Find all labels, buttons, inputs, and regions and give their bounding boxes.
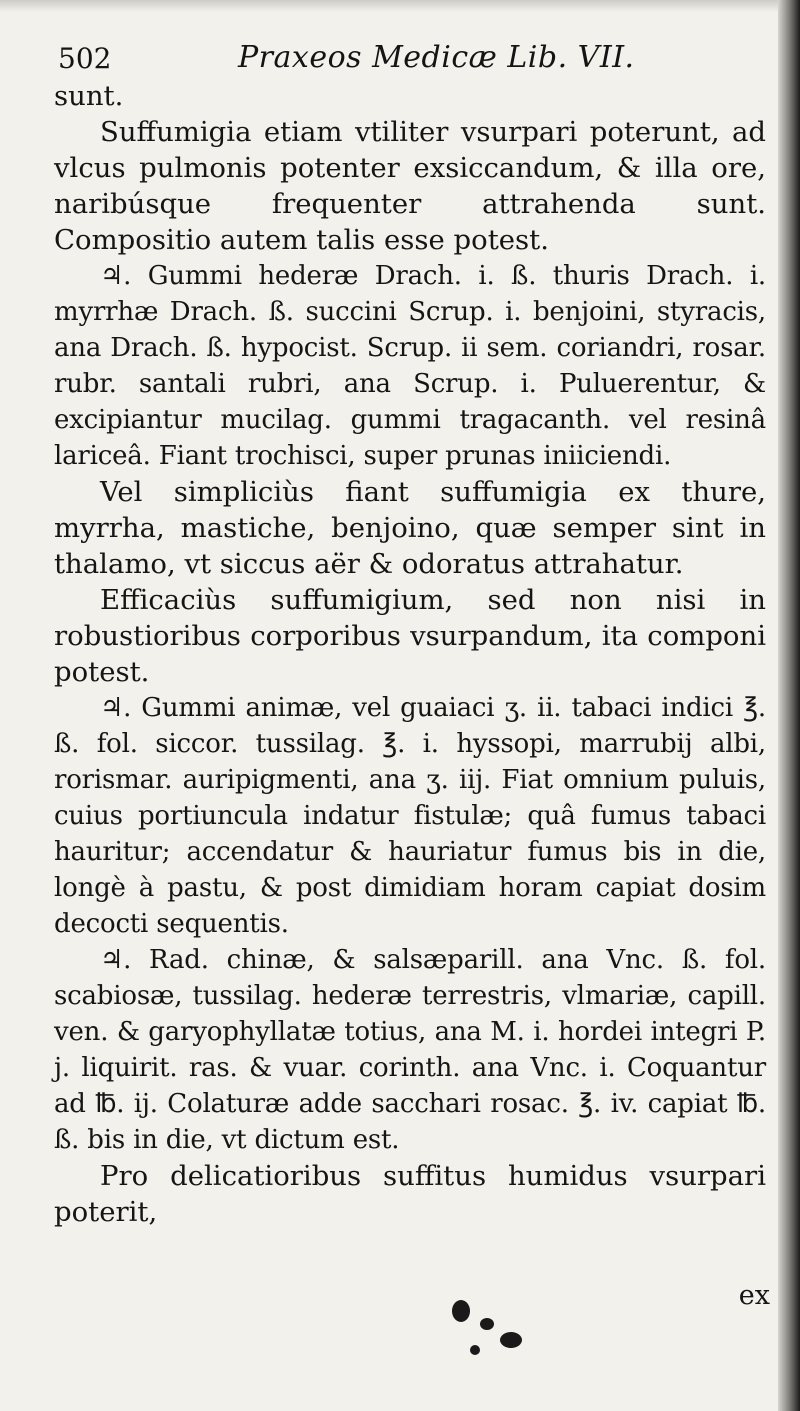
page-number: 502 <box>58 42 112 75</box>
recipe-3: ♃. Rad. chinæ, & salsæparill. ana Vnc. ß. fol. scabiosæ, tussilag. hederæ terrestris, vlmariæ, capill. ven. & garyophyllatæ totius, ana M. i. hordei integri P. j. liquirit. ras. & vuar. corinth. ana Vnc. i. Coquantur ad ℔. ij. Colaturæ adde sacchari rosac. ℥. iv. capiat ℔. ß. bis in die, vt dictum est. <box>54 945 766 1155</box>
ink-blot <box>452 1300 470 1322</box>
ink-blot <box>470 1345 480 1355</box>
recipe-2: ♃. Gummi animæ, vel guaiaci ʒ. ii. tabaci indici ℥. ß. fol. siccor. tussilag. ℥. i. hyssopi, marrubij albi, rorismar. auripigmenti, ana ʒ. iij. Fiat omnium puluis, cuius portiuncula indatur fistulæ; quâ fumus tabaci hauritur; accendatur & hauriatur fumus bis in die, longè à pastu, & post dimidiam horam capiat dosim decocti sequentis. <box>54 693 766 939</box>
paragraph-vel-simplicius: Vel simpliciùs fiant suffumigia ex thure, myrrha, mastiche, benjoino, quæ semper sint in thalamo, vt siccus aër & odoratus attrahatur. <box>54 476 766 580</box>
body-text <box>54 78 766 1230</box>
paragraph-efficacius: Efficaciùs suffumigium, sed non nisi in robustioribus corporibus vsurpandum, ita componi potest. <box>54 584 766 688</box>
ink-blot <box>480 1318 494 1330</box>
page-header <box>58 38 758 82</box>
page-top-shadow <box>0 0 800 12</box>
paragraph-suffumigia: Suffumigia etiam vtiliter vsurpari poterunt, ad vlcus pulmonis potenter exsiccandum, & illa ore, naribúsque frequenter attrahenda sunt. Compositio autem talis esse potest. <box>54 116 766 256</box>
paragraph-continuation: sunt. <box>54 80 124 112</box>
catchword: ex <box>738 1280 770 1311</box>
recipe-1: ♃. Gummi hederæ Drach. i. ß. thuris Drach. i. myrrhæ Drach. ß. succini Scrup. i. benjoini, styracis, ana Drach. ß. hypocist. Scrup. ii sem. coriandri, rosar. rubr. santali rubri, ana Scrup. i. Puluerentur, & excipiantur mucilag. gummi tragacanth. vel resinâ lariceâ. Fiant trochisci, super prunas iniiciendi. <box>54 261 766 471</box>
ink-blot <box>500 1332 522 1348</box>
running-title: Praxeos Medicæ Lib. VII. <box>238 40 635 75</box>
paragraph-pro-delicatioribus: Pro delicatioribus suffitus humidus vsurpari poterit, <box>54 1160 766 1228</box>
binding-edge <box>778 0 800 1411</box>
